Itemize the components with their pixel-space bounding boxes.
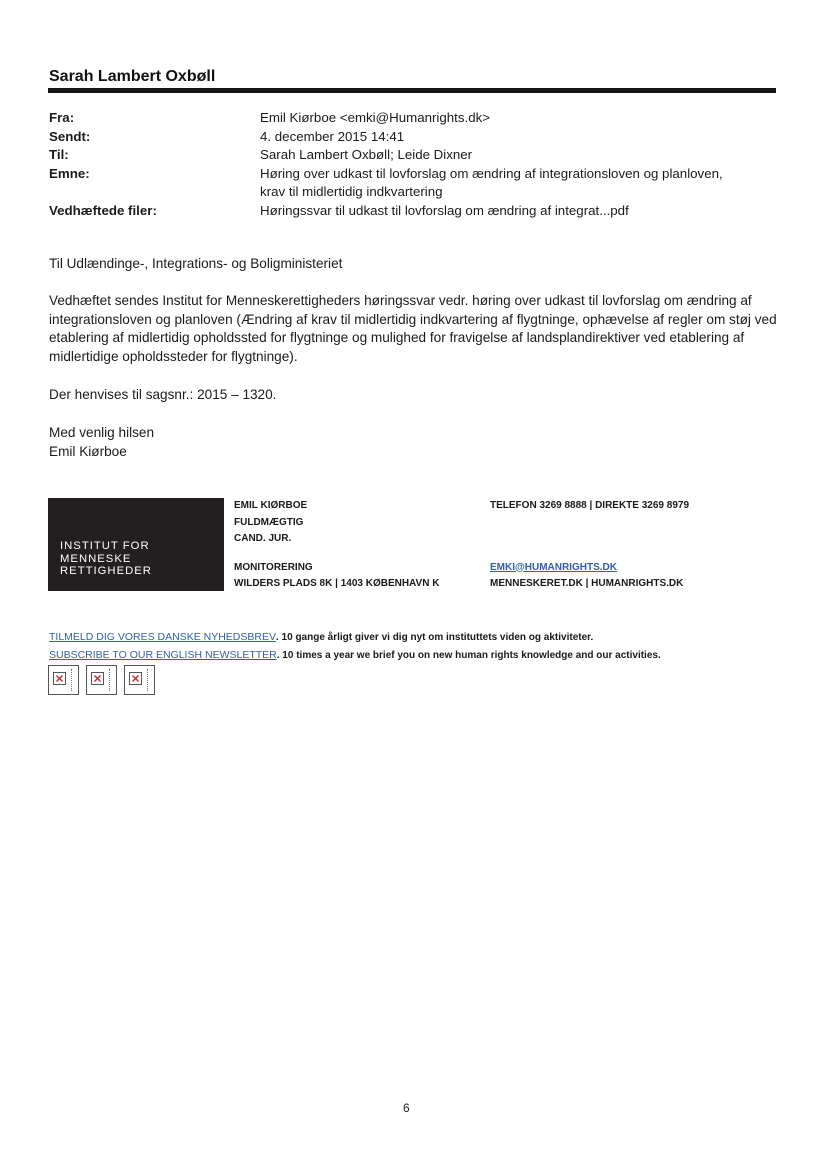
signoff-name: Emil Kiørboe xyxy=(49,443,127,459)
meta-key: Emne: xyxy=(49,165,90,181)
meta-key: Fra: xyxy=(49,110,75,125)
broken-image-icon xyxy=(93,674,102,683)
english-newsletter-text: . 10 times a year we brief you on new human rights knowledge and our activities. xyxy=(276,649,661,661)
meta-row-attachments xyxy=(49,202,769,221)
signature-email-link[interactable]: EMKI@HUMANRIGHTS.DK xyxy=(490,561,617,573)
signature-degree: CAND. JUR. xyxy=(234,533,292,544)
closing: Med venlig hilsen xyxy=(49,425,155,440)
institute-logo xyxy=(48,498,224,591)
signature-left xyxy=(234,498,439,593)
newsletter-block xyxy=(49,629,789,664)
signature-websites: MENNESKERET.DK | HUMANRIGHTS.DK xyxy=(490,578,684,589)
header-rule xyxy=(48,88,776,93)
meta-key: Til: xyxy=(49,147,69,163)
salutation: Til Udlændinge-, Integrations- og Boligministeriet xyxy=(49,256,343,271)
meta-row-sent xyxy=(49,128,769,147)
attachment-link[interactable]: Høringssvar til udkast til lovforslag om ændring af integrat...pdf xyxy=(260,202,629,218)
email-body xyxy=(49,255,777,274)
meta-row-from xyxy=(49,109,769,128)
logo-line: INSTITUT FOR xyxy=(60,540,150,552)
danish-newsletter-link[interactable]: TILMELD DIG VORES DANSKE NYHEDSBREV xyxy=(49,631,276,643)
broken-image-icon xyxy=(131,674,140,683)
danish-newsletter-text: . 10 gange årligt giver vi dig nyt om instituttets viden og aktiviteter. xyxy=(275,632,594,643)
meta-value: Sarah Lambert Oxbøll; Leide Dixner xyxy=(260,147,473,163)
email-header-sender: Sarah Lambert Oxbøll xyxy=(49,68,216,85)
body-paragraph: Vedhæftet sendes Institut for Menneskerettigheders høringssvar vedr. høring over udkast til lovforslag om ændring af integrationsloven og planloven (Ændring af krav til midlertidig indkvartering af flygtninge, ophævelse af regler om støj ved etablering af midlertidig opholdssted for flygtninge og mulighed for fravigelse af landsplandirektiver ved etablering af midlertidige opholdssteder for flygtninge). xyxy=(49,293,777,364)
email-reference xyxy=(49,386,777,405)
email-closing xyxy=(49,424,777,461)
signature-address: WILDERS PLADS 8K | 1403 KØBENHAVN K xyxy=(234,578,440,589)
english-newsletter-link[interactable]: SUBSCRIBE TO OUR ENGLISH NEWSLETTER xyxy=(49,648,277,661)
meta-key: Vedhæftede filer: xyxy=(49,202,157,218)
meta-value: Høring over udkast til lovforslag om ændring af integrationsloven og planloven, krav til midlertidig indkvartering xyxy=(260,165,723,200)
email-meta xyxy=(49,109,769,221)
signature-title: FULDMÆGTIG xyxy=(234,516,304,528)
meta-key: Sendt: xyxy=(49,128,91,144)
logo-line: MENNESKE xyxy=(60,552,132,565)
broken-image-1[interactable] xyxy=(48,665,79,695)
meta-value: Emil Kiørboe <emki@Humanrights.dk> xyxy=(260,110,491,125)
meta-value: 4. december 2015 14:41 xyxy=(260,128,405,144)
signature-name: EMIL KIØRBOE xyxy=(234,500,308,511)
logo-line: RETTIGHEDER xyxy=(60,565,152,578)
email-body-paragraph xyxy=(49,292,777,366)
meta-row-to xyxy=(49,146,769,165)
signature-department: MONITORERING xyxy=(234,561,313,573)
newsletter-english xyxy=(49,647,789,665)
broken-image-icon xyxy=(55,674,64,683)
broken-image-2[interactable] xyxy=(86,665,117,695)
reference-line: Der henvises til sagsnr.: 2015 – 1320. xyxy=(49,387,277,402)
signature-phone: TELEFON 3269 8888 | DIREKTE 3269 8979 xyxy=(490,500,690,511)
meta-row-subject xyxy=(49,165,769,202)
newsletter-danish xyxy=(49,629,789,647)
signature-right xyxy=(490,498,689,593)
broken-image-3[interactable] xyxy=(124,665,155,695)
page-number: 6 xyxy=(403,1101,410,1115)
